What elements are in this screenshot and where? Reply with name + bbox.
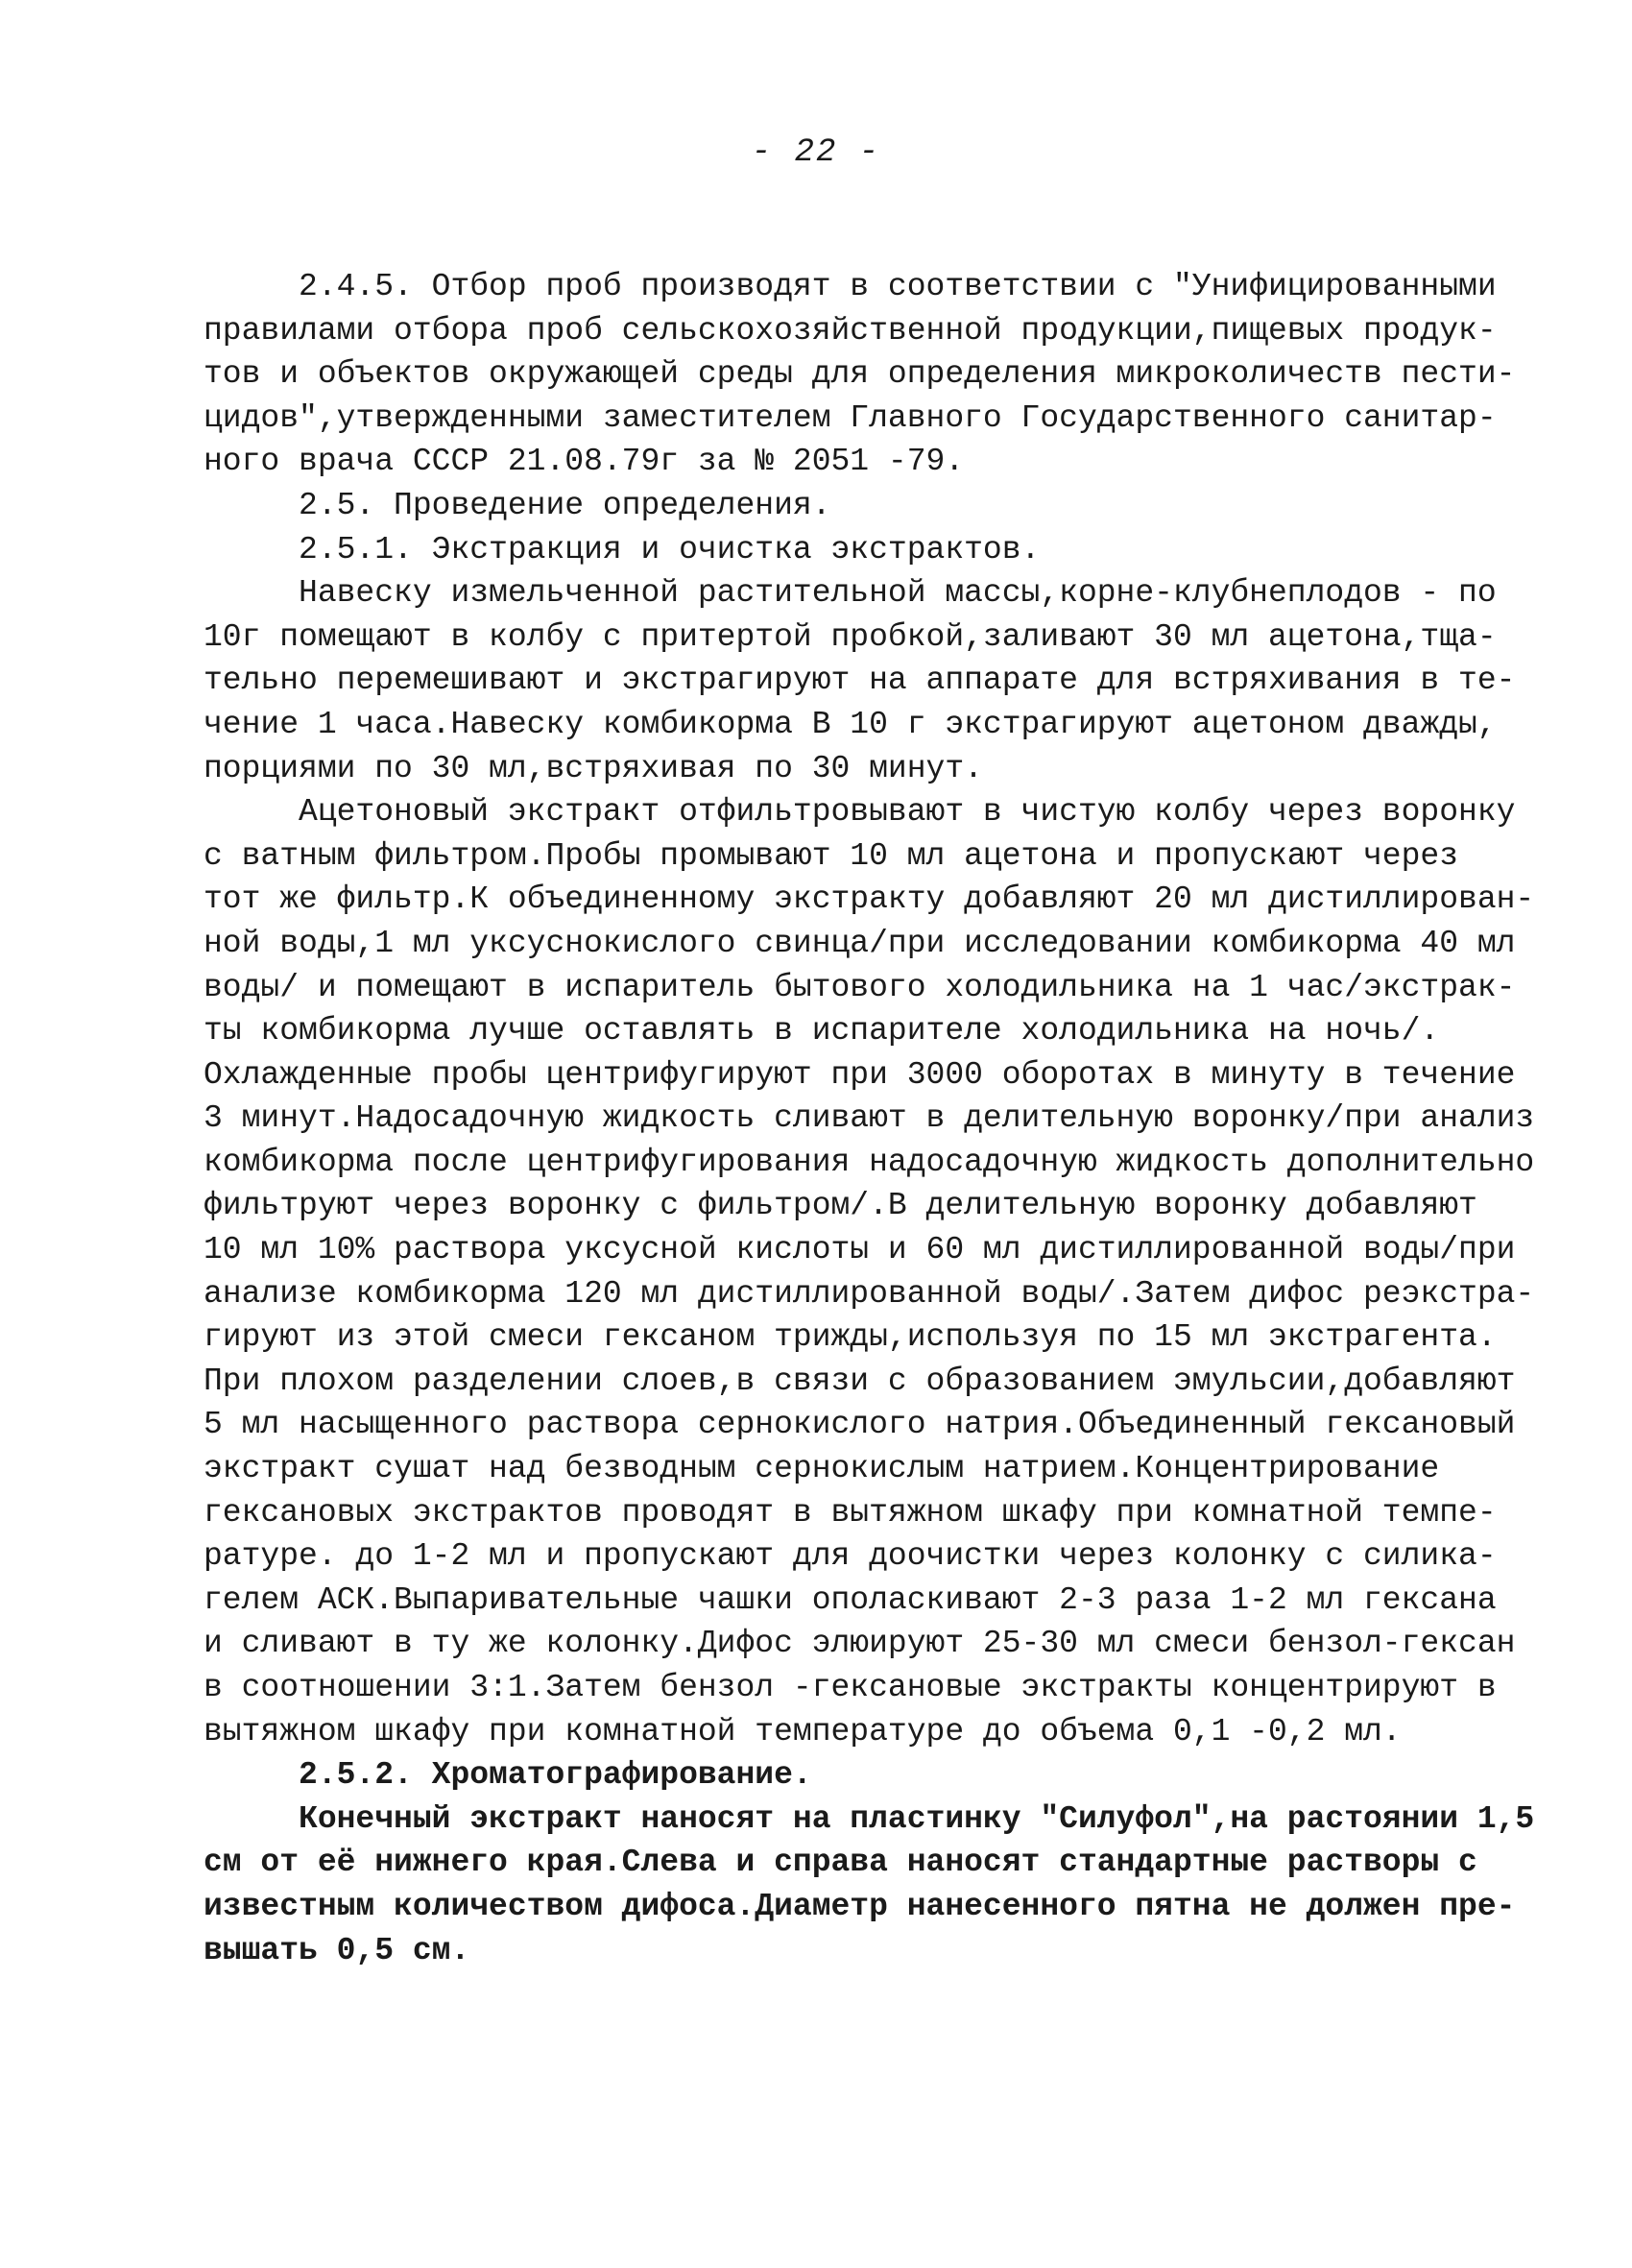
text-line: правилами отбора проб сельскохозяйственной продукции,пищевых продук- bbox=[204, 312, 1497, 349]
text-line: цидов",утвержденными заместителем Главного Государственного санитар- bbox=[204, 399, 1497, 436]
text-line: комбикорма после центрифугирования надосадочную жидкость дополнительно bbox=[204, 1144, 1535, 1180]
text-line: вытяжном шкафу при комнатной температуре до объема 0,1 -0,2 мл. bbox=[204, 1713, 1402, 1749]
text-line: При плохом разделении слоев,в связи с образованием эмульсии,добавляют bbox=[204, 1363, 1516, 1399]
text-line: и сливают в ту же колонку.Дифос элюируют 25-30 мл смеси бензол-гексан bbox=[204, 1626, 1516, 1662]
text-line: Навеску измельченной растительной массы,корне-клубнеплодов - по bbox=[204, 575, 1497, 612]
text-line: гексановых экстрактов проводят в вытяжном шкафу при комнатной темпе- bbox=[204, 1494, 1497, 1531]
subsection-heading: 2.5.2. Хроматографирование. bbox=[204, 1757, 812, 1794]
text-line: 10 мл 10% раствора уксусной кислоты и 60 мл дистиллированной воды/при bbox=[204, 1232, 1516, 1268]
text-line: 2.4.5. Отбор проб производят в соответствии с "Унифицированными bbox=[204, 269, 1497, 304]
text-line: экстракт сушат над безводным сернокислым натрием.Концентрирование bbox=[204, 1451, 1440, 1487]
text-line: 10г помещают в колбу с притертой пробкой,заливают 30 мл ацетона,тща- bbox=[204, 618, 1497, 655]
text-line: 3 минут.Надосадочную жидкость сливают в делительную воронку/при анализ bbox=[204, 1100, 1535, 1137]
text-line: фильтруют через воронку с фильтром/.В делительную воронку добавляют bbox=[204, 1188, 1477, 1224]
text-line: чение 1 часа.Навеску комбикорма В 10 г экстрагируют ацетоном дважды, bbox=[204, 706, 1497, 742]
text-line: тот же фильтр.К объединенному экстракту добавляют 20 мл дистиллирован- bbox=[204, 881, 1535, 918]
text-line: воды/ и помещают в испаритель бытового холодильника на 1 час/экстрак- bbox=[204, 969, 1516, 1005]
text-line: ного врача СССР 21.08.79г за № 2051 -79. bbox=[204, 444, 965, 480]
text-line: гелем АСК.Выпаривательные чашки ополаскивают 2-3 раза 1-2 мл гексана bbox=[204, 1581, 1497, 1618]
subsection-heading: 2.5.1. Экстракция и очистка экстрактов. bbox=[204, 531, 1041, 567]
section-heading: 2.5. Проведение определения. bbox=[204, 487, 831, 523]
text-line: ты комбикорма лучше оставлять в испарителе холодильника на ночь/. bbox=[204, 1013, 1440, 1050]
text-line: см от её нижнего края.Слева и справа наносят стандартные растворы с bbox=[204, 1845, 1477, 1881]
text-line: 5 мл насыщенного раствора сернокислого натрия.Объединенный гексановый bbox=[204, 1407, 1516, 1443]
text-line: вышать 0,5 см. bbox=[204, 1932, 470, 1968]
text-line: известным количеством дифоса.Диаметр нанесенного пятна не должен пре- bbox=[204, 1888, 1516, 1924]
text-line: ратуре. до 1-2 мл и пропускают для доочистки через колонку с силика- bbox=[204, 1538, 1497, 1575]
text-line: Ацетоновый экстракт отфильтровывают в чистую колбу через воронку bbox=[204, 794, 1516, 831]
text-line: тельно перемешивают и экстрагируют на аппарате для встряхивания в те- bbox=[204, 663, 1516, 699]
text-line: анализе комбикорма 120 мл дистиллированной воды/.Затем дифос реэкстра- bbox=[204, 1275, 1535, 1312]
text-line: гируют из этой смеси гексаном трижды,используя по 15 мл экстрагента. bbox=[204, 1319, 1497, 1356]
text-line: с ватным фильтром.Пробы промывают 10 мл ацетона и пропускают через bbox=[204, 837, 1459, 874]
text-line: ной воды,1 мл уксуснокислого свинца/при исследовании комбикорма 40 мл bbox=[204, 925, 1516, 961]
document-body bbox=[204, 265, 1535, 1972]
text-line: Охлажденные пробы центрифугируют при 3000 оборотах в минуту в течение bbox=[204, 1056, 1516, 1093]
text-line: порциями по 30 мл,встряхивая по 30 минут. bbox=[204, 750, 983, 786]
text-line: Конечный экстракт наносят на пластинку "Силуфол",на растоянии 1,5 bbox=[204, 1800, 1535, 1837]
text-line: тов и объектов окружающей среды для определения микроколичеств пести- bbox=[204, 356, 1516, 393]
page-number: - 22 - bbox=[751, 134, 881, 171]
text-line: в соотношении 3:1.Затем бензол -гексановые экстракты концентрируют в bbox=[204, 1670, 1497, 1705]
